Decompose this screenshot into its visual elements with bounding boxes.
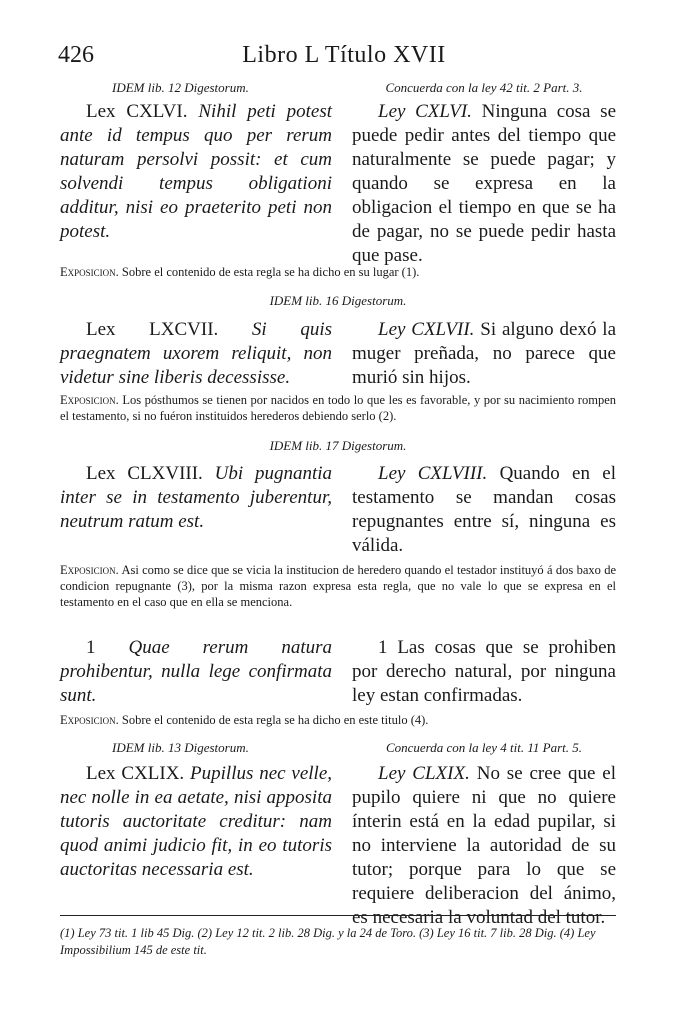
- latin-source-ref: IDEM lib. 16 Digestorum.: [269, 293, 407, 308]
- spanish-concordance-ref: Concuerda con la ley 42 tit. 2 Part. 3.: [385, 80, 583, 95]
- spanish-law-head: Ley CXLVIII.: [378, 463, 488, 484]
- latin-law-head: Lex LXCVII.: [86, 319, 219, 340]
- latin-law-body: Nihil peti potest ante id tempus quo per rerum naturam persolvi possit: et cum solvendi tempus obligationi additur, nisi eo praeterito peti non potest.: [60, 101, 333, 242]
- latin-law-text: [60, 462, 332, 534]
- latin-law-body: Si quis praegnatem uxorem reliquit, non videtur sine liberis decessisse.: [60, 319, 332, 388]
- latin-law-body: Ubi pugnantia inter se in testamento juberentur, neutrum ratum est.: [60, 463, 332, 532]
- exposition-label: Exposicion.: [60, 393, 119, 407]
- spanish-law-text: [352, 762, 616, 930]
- exposition-label: Exposicion.: [60, 563, 119, 577]
- latin-law-text: [60, 100, 332, 244]
- spanish-law-body: No se cree que el pupilo quiere ni que no quiere ínterin está en la edad pupilar, si no interviene la autoridad de su tutor; porque para lo que se requiere deliberacion del ánimo, es necesaria la voluntad del tutor.: [352, 763, 617, 928]
- spanish-law-head: Ley CLXIX.: [378, 763, 470, 784]
- page-number: 426: [58, 42, 94, 68]
- spanish-law-text: [352, 100, 616, 268]
- latin-law-body: Pupillus nec velle, nec nolle in ea aetate, nisi apposita tutoris auctoritate creditur: nam quod animi judicio fit, in eo tutoris auctoritas necessaria est.: [60, 763, 333, 880]
- spanish-concordance-ref: Concuerda con la ley 4 tit. 11 Part. 5.: [385, 740, 583, 755]
- footnote-divider: [60, 915, 616, 916]
- exposition-paragraph: [60, 712, 616, 728]
- latin-law-text: [60, 762, 332, 882]
- latin-law-head: Lex CXLIX.: [86, 763, 185, 784]
- spanish-rule-body: Las cosas que se prohiben por derecho natural, por ninguna ley estan confirmadas.: [352, 637, 617, 706]
- latin-law-head: Lex CLXVIII.: [86, 463, 203, 484]
- spanish-rule-number: 1: [378, 637, 388, 658]
- latin-source-ref: IDEM lib. 12 Digestorum.: [112, 80, 249, 95]
- spanish-rule-text: [352, 636, 616, 708]
- exposition-label: Exposicion.: [60, 265, 119, 279]
- latin-law-text: [60, 318, 332, 390]
- latin-rule-body: Quae rerum natura prohibentur, nulla lege confirmata sunt.: [60, 637, 332, 706]
- spanish-law-head: Ley CXLVII.: [378, 319, 475, 340]
- spanish-law-text: [352, 462, 616, 558]
- latin-rule-text: [60, 636, 332, 708]
- spanish-law-body: Si alguno dexó la muger preñada, no parece que murió sin hijos.: [352, 319, 617, 388]
- exposition-text: Asi como se dice que se vicia la institucion de heredero quando el testador instituyó á dos baxo de condicion repugnante (3), por la misma razon expresa esta regla, que no vale lo que se expresa en el testamento en el caso que en ella se menciona.: [60, 563, 617, 609]
- exposition-text: Sobre el contenido de esta regla se ha dicho en este titulo (4).: [121, 713, 429, 727]
- exposition-label: Exposicion.: [60, 713, 119, 727]
- spanish-law-head: Ley CXLVI.: [378, 101, 472, 122]
- exposition-paragraph: [60, 264, 616, 280]
- exposition-text: Sobre el contenido de esta regla se ha dicho en su lugar (1).: [121, 265, 420, 279]
- latin-law-head: Lex CXLVI.: [86, 101, 188, 122]
- spanish-law-body: Quando en el testamento se mandan cosas repugnantes entre sí, ninguna es válida.: [352, 463, 616, 556]
- latin-rule-number: 1: [86, 637, 96, 658]
- exposition-paragraph: [60, 562, 616, 610]
- footnotes: (1) Ley 73 tit. 1 lib 45 Dig. (2) Ley 12 tit. 2 lib. 28 Dig. y la 24 de Toro. (3) Ley 16 tit. 7 lib. 28 Dig. (4) Ley Impossibilium 145 de este tit.: [60, 926, 596, 957]
- spanish-law-body: Ninguna cosa se puede pedir antes del tiempo que naturalmente se puede pagar; y quando se expresa en la obligacion el tiempo en que se ha de pagar, no se puede pedir hasta que pase.: [352, 101, 616, 266]
- page-header: [58, 42, 630, 72]
- exposition-text: Los pósthumos se tienen por nacidos en todo lo que les es favorable, y por su nacimiento rompen el testamento, si no fuéron instituidos herederos debiendo serlo (2).: [60, 393, 616, 423]
- latin-source-ref: IDEM lib. 17 Digestorum.: [269, 438, 407, 453]
- spanish-law-text: [352, 318, 616, 390]
- latin-source-ref: IDEM lib. 13 Digestorum.: [112, 740, 249, 755]
- running-title: Libro L Título XVII: [242, 42, 446, 68]
- exposition-paragraph: [60, 392, 616, 424]
